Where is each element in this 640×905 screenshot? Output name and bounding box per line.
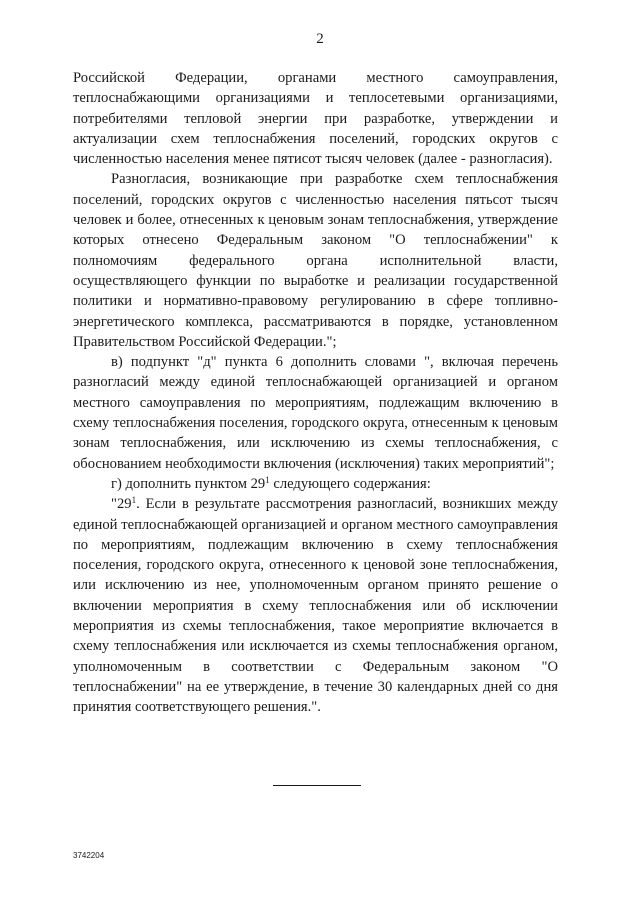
subpoint-g-text: г) дополнить пунктом 29 [111,475,266,492]
paragraph-subpoint-v: в) подпункт "д" пункта 6 дополнить словами ", включая перечень разногласий между единой теплоснабжающей организацией и органом местного самоуправления по мероприятиям, подлежащим включению в схему теплоснабжения поселения, городского округа, отнесенным к ценовым зонам теплоснабжения, или исключению из схемы теплоснабжения, с обоснованием необходимости включения (исключения) таких мероприятий"; [73,354,558,472]
superscript-marker: 1 [131,495,137,506]
clause-number: "29 [111,496,132,513]
paragraph-disagreements: Разногласия, возникающие при разработке схем теплоснабжения поселений, городских округов с численностью населения пятьсот тысяч человек и более, отнесенных к ценовым зонам теплоснабжения, утверждение которых отнесено Федеральным законом "О теплоснабжении" к полномочиям федерального органа исполнительной власти, осуществляющего функции по выработке и реализации государственной политики и нормативно-правовому регулированию в сфере топливно-энергетического комплекса, рассматриваются в порядке, установленном Правительством Российской Федерации."; [73,171,558,350]
paragraph-clause-29-1 [73,494,558,717]
paragraph-continuation: Российской Федерации, органами местного самоуправления, теплоснабжающими организациями и теплосетевыми организациями, потребителями тепловой энергии при разработке, утверждении и актуализации схем теплоснабжения поселений, городских округов с численностью населения менее пятисот тысяч человек (далее - разногласия). [73,70,558,168]
superscript-marker: 1 [265,474,270,485]
document-code: 3742204 [73,851,105,860]
clause-text: . Если в результате рассмотрения разногласий, возникших между единой теплоснабжающей организацией и органом местного самоуправления по мероприятиям, подлежащим включению в схему теплоснабжения поселения, городского округа, отнесенного к ценовой зоне теплоснабжения, или исключению из нее, уполномоченным органом принято решение о включении мероприятия в схему теплоснабжения или об исключении мероприятия из схемы теплоснабжения, такое мероприятие включается в схему теплоснабжения или исключается из схемы теплоснабжения органом, уполномоченным в соответствии с Федеральным законом "О теплоснабжении" на ее утверждение, в течение 30 календарных дней со дня принятия соответствующего решения.". [73,496,558,716]
subpoint-g-text-end: следующего содержания: [269,475,431,492]
end-separator-line [273,785,361,786]
page-number: 2 [316,31,324,47]
document-body [73,68,558,718]
paragraph-subpoint-g [73,474,558,494]
